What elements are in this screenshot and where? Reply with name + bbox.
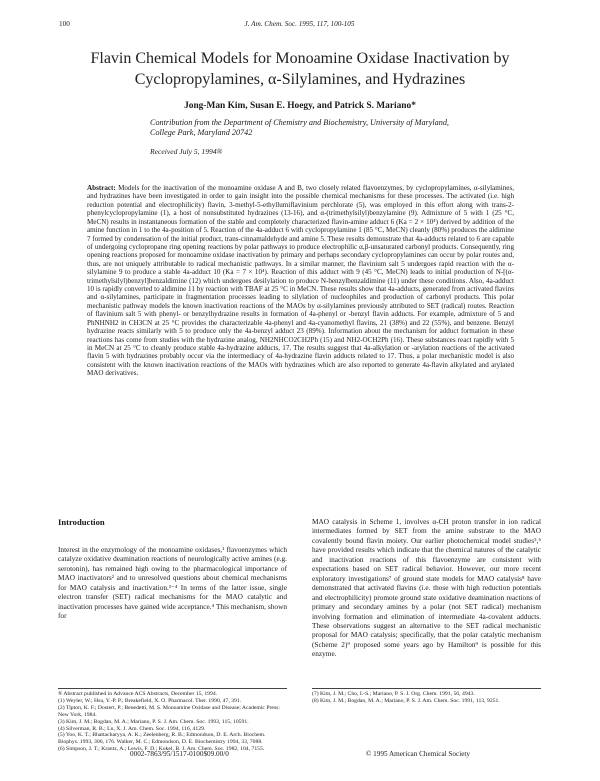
intro-paragraph: Interest in the enzymology of the monoamine oxidases,¹ flavoenzymes which catalyze oxidative deamination reactions of neurologically active amines (e.g. serotonin), has remained high owing to the pharmacological importance of MAO inactivators² and to unresolved questions about chemical mechanisms for MAO catalysis and inactivation.²⁻⁴ In terms of the latter issue, single electron transfer (SET) radical mechanisms for the MAO catalytic and inactivation processes have gained wide acceptance.⁴ This mechanism, shown for [58,545,287,621]
journal-citation: J. Am. Chem. Soc. 1995, 117, 100-105 [244,20,355,28]
page-footer [130,750,470,758]
footnote: (3) Kim, J. M.; Bogdan, M. A.; Mariano, P. S. J. Am. Chem. Soc. 1993, 115, 10591. [58,718,249,725]
introduction-heading: Introduction [58,517,105,527]
footnotes-right [312,688,541,705]
footnote: (1) Weyler, W.; Hsu, Y.-P. P.; Breakefield, X. O. Pharmacol. Ther. 1990, 47, 391. [58,697,242,704]
footnote: ® Abstract published in Advance ACS Abstracts, December 15, 1994. [58,691,218,697]
right-column [312,517,541,659]
abstract-label: Abstract: [87,184,116,192]
intro-paragraph-continued: MAO catalysis in Scheme 1, involves α-CH proton transfer in ion radical intermediates formed by SET from the amine substrate to the MAO covalently bound flavin moiety. Our earlier photochemical model studies⁵,⁶ have provided results which indicate that the chemical natures of the catalytic and inactivation reactions of this flavoenzyme are consistent with expectations based on SET radical behavior. However, our more recent exploratory investigations⁷ of ground state models for MAO catalysis⁸ have demonstrated that activated flavins (i.e. those with high reduction potentials and electrophilicity) promote ground state oxidative deamination reactions of primary and secondary amines by a polar (not SET radical) mechanism involving formation and elimination of intermediate 4a-covalent adducts. These observations suggest an alternative to the SET radical mechanistic proposal for MAO catalysis; specifically, that the polar catalytic mechanism (Scheme 2)⁹ proposed some years ago by Hamilton⁹ is possible for this enzyme. [312,517,541,659]
abstract [87,184,514,378]
page-number: 100 [59,20,70,28]
received-date: Received July 5, 1994® [150,147,223,156]
article-title: Flavin Chemical Models for Monoamine Oxidase Inactivation by Cyclopropylamines, α-Silylamines, and Hydrazines [90,50,510,88]
footnote: (6) Simpson, J. T.; Krantz, A.; Lewis, F. D.; Kokel, B. J. Am. Chem. Soc. 1982, 104, 7155. [58,746,265,753]
left-column [58,517,287,621]
footnote: (8) Kim, J. M.; Bogdan, M. A.; Mariano, P. S. J. Am. Chem. Soc. 1991, 113, 9251. [312,697,500,704]
footnotes-left [58,688,287,753]
footnote: (4) Silverman, R. B.; Lu, X. J. Am. Chem. Soc. 1994, 116, 4129. [58,725,206,732]
footnote: (2) Tipton, K. F.; Dostert, P.; Benedetti, M. S. Monoamine Oxidase and Disease; Academic Press: New York, 1984. [58,704,280,718]
running-header [59,20,540,32]
footnote: (5) Yoo, K. T.; Bhattacharyya, A. K.; Zeelenberg, R. B.; Edmondson, D. E. Arch. Biochem. Biophys. 1993, 306, 176. Walker, M. C.; Edmondson, D. E. Biochemistry 1994, 33, 7088. [58,732,266,746]
abstract-text: Models for the inactivation of the monoamine oxidase A and B, two closely related flavoenzymes, by cyclopropylamines, α-silylamines, and hydrazines have been investigated in order to gain insight into the possible chemical mechanisms for these processes. The activated (i.e. high reduction potential and electrophilicity) flavin, 3-methyl-5-ethyllumiflavinium perchlorate (5), was employed in this effort along with trans-2-phenylcyclopropylamine (1), a host of nonsubstituted hydrazines (13-16), and α-(trimethylsilyl)benzylamine (9). Admixture of 5 with 1 (25 °C, MeCN) results in instantaneous formation of the stable and completely characterized flavin-amine adduct 6 (Ka = 2 × 10⁴) derived by addition of the amine function in 1 to the 4a-position of 5. Reaction of the 4a-adduct 6 with cyclopropylamine 1 (85 °C, MeCN) cleanly (80%) produces the aldimine 7 formed by condensation of the initial product, trans-cinnamaldehyde and amine 5. These results demonstrate that 4a-adducts related to 6 are capable of undergoing cyclopropane ring opening reactions by polar pathways to produce electrophilic α,β-unsaturated carbonyl products. Consequently, ring opening reactions proposed for monoamine oxidase inactivation by primary and perhaps secondary cyclopropylamines can occur by polar routes and, thus, are not uniquely attributable to radical mechanistic pathways. In a similar manner, the flavinium salt 5 undergoes rapid reaction with the α-silylamine 9 to produce a stable 4a-adduct 10 (Ka = 7 × 10⁴). Reaction of this adduct with 9 (45 °C, MeCN) leads to initial production of N-[(α-trimethylsilyl)benzyl]benzaldimine (12) which undergoes desilylation to produce N-benzylbenzaldimine (11) under these conditions. Also, 4a-adduct 10 is rapidly converted to aldimine 11 by reaction with TBAF at 25 °C in MeCN. These results show that 4a-adducts, generated from activated flavins and α-silylamines, participate in fragmentation processes leading to silylation of nucleophiles and production of carbonyl products. This polar mechanistic pathway models the known inactivation reactions of the MAOs by α-silylamines previously attributed to SET (radical) routes. Reaction of flavinium salt 5 with phenyl- or benzylhydrazine results in formation of 4a-phenyl or -benzyl flavin adducts. For example, admixture of 5 and PhNHNH2 in CH3CN at 25 °C provides the characterizable 4a-phenyl and 4a-cyanomethyl flavins, 21 (38%) and 22 (55%), and benzene. Benzyl hydrazine reacts similarly with 5 to produce only the 4a-benzyl adduct 23 (89%). Information about the mechanism for adduct formation in these reactions has come from studies with the hydrazine analog, NH2NHCO2CH2Ph (15) and NH2-OCH2Ph (16). These substances react rapidly with 5 in MeCN at 25 °C to cleanly produce stable 4a-hydrazine adducts, 17. The results suggest that 4a-alkylation or -arylation reactions of the activated flavin 5 with hydrazines probably occur via the intermediacy of 4a-hydrazine flavin adducts related to 17. Thus, a polar mechanistic model is also consistent with the known inactivation reactions of the MAOs with hydrazines which are also reported to generate 4a-flavin alkylated and arylated MAO derivatives. [87,184,514,378]
article-code: 0002-7863/95/1517-0100$09.00/0 [130,750,229,758]
footnote: (7) Kim, J. M.; Cho, I.-S.; Mariano, P. S. J. Org. Chem. 1991, 56, 4943. [312,691,475,697]
author-list: Jong-Man Kim, Susan E. Hoegy, and Patrick S. Mariano* [184,101,416,111]
copyright: © 1995 American Chemical Society [365,750,470,758]
affiliation: Contribution from the Department of Chemistry and Biochemistry, University of Maryland, College Park, Maryland 20742 [150,118,449,137]
